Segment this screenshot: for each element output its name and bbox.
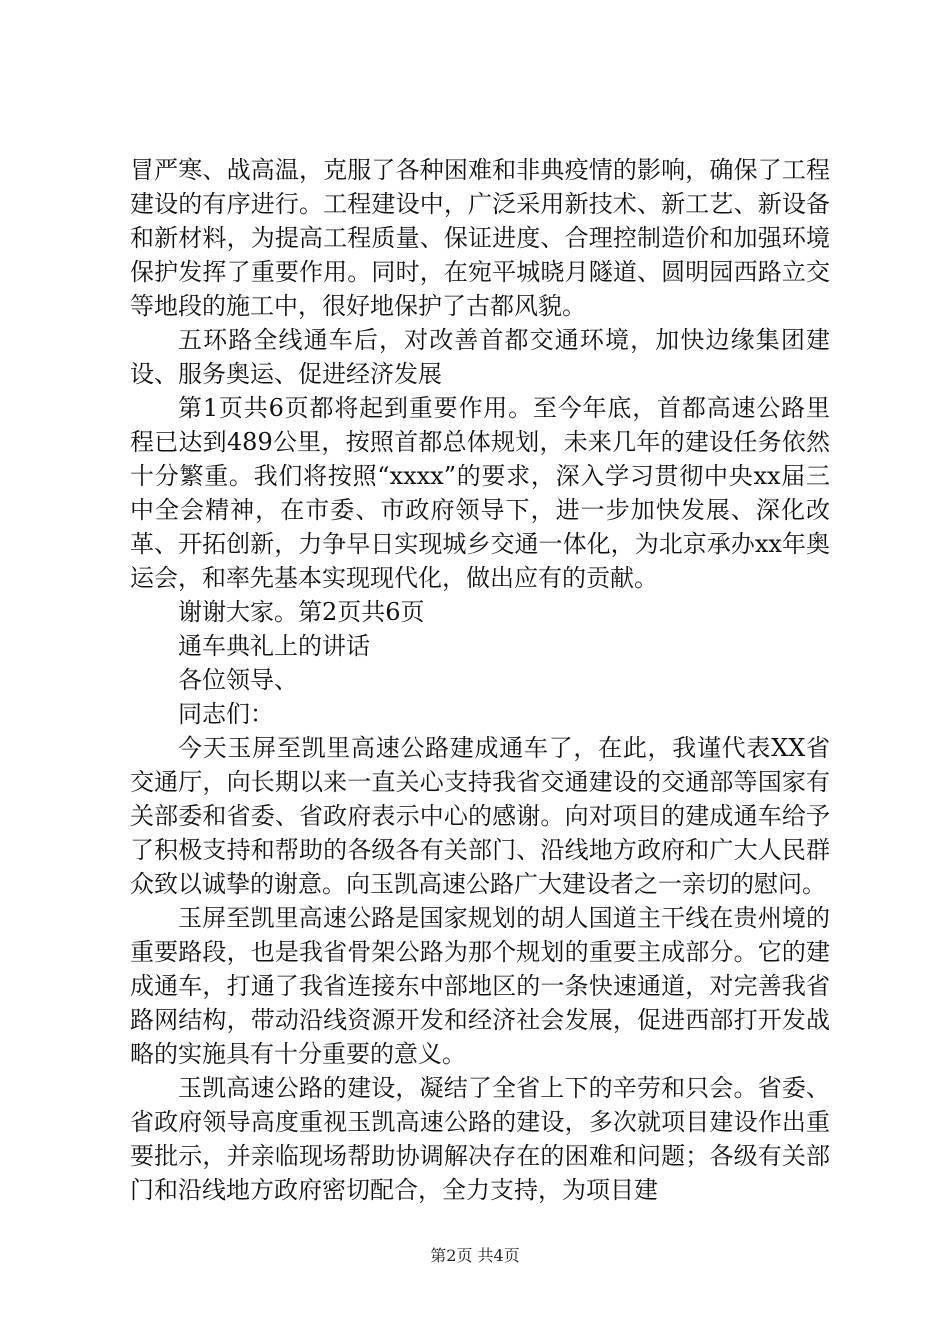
paragraph-1: 冒严寒、战高温，克服了各种困难和非典疫情的影响，确保了工程建设的有序进行。工程建设中，广泛采用新技术、新工艺、新设备和新材料，为提高工程质量、保证进度、合理控制造价和加强环境保护发挥了重要作用。同时，在宛平城晓月隧道、圆明园西路立交等地段的施工中，很好地保护了古都风貌。	[130, 156, 830, 320]
paragraph-9: 玉屏至凯里高速公路是国家规划的胡人国道主干线在贵州境的重要路段，也是我省骨架公路为那个规划的重要主成部分。它的建成通车，打通了我省连接东中部地区的一条快速通道，对完善我省路网结构，带动沿线资源开发和经济社会发展，促进西部打开发战略的实施具有十分重要的意义。	[130, 904, 830, 1068]
salutation-leaders: 各位领导、	[178, 666, 298, 694]
paragraph-8: 今天玉屏至凯里高速公路建成通车了，在此，我谨代表XX省交通厅，向长期以来一直关心支持我省交通建设的交通部等国家有关部委和省委、省政府表示中心的感谢。向对项目的建成通车给予了积极支持和帮助的各级各有关部门、沿线地方政府和广大人民群众致以诚挚的谢意。向玉凯高速公路广大建设者之一亲切的慰问。	[130, 734, 830, 898]
paragraph-2: 五环路全线通车后，对改善首都交通环境，加快边缘集团建设、服务奥运、促进经济发展	[130, 326, 830, 388]
paragraph-3: 第1页共6页都将起到重要作用。至今年底，首都高速公路里程已达到489公里，按照首都总体规划，未来几年的建设任务依然十分繁重。我们将按照“xxxx”的要求，深入学习贯彻中央xx届三中全会精神，在市委、市政府领导下，进一步加快发展、深化改革、开拓创新，力争早日实现城乡交通一体化，为北京承办xx年奥运会，和率先基本实现现代化，做出应有的贡献。	[130, 394, 830, 592]
paragraph-10: 玉凯高速公路的建设，凝结了全省上下的辛劳和只会。省委、省政府领导高度重视玉凯高速公路的建设，多次就项目建设作出重要批示，并亲临现场帮助协调解决存在的困难和问题；各级有关部门和沿线地方政府密切配合，全力支持，为项目建	[130, 1074, 830, 1204]
document-body	[130, 153, 830, 1207]
speech-title: 通车典礼上的讲话	[178, 632, 370, 660]
salutation-comrades: 同志们：	[178, 700, 274, 728]
paragraph-4: 谢谢大家。第2页共6页	[178, 598, 425, 626]
page-footer: 第2页 共4页	[430, 1246, 520, 1265]
